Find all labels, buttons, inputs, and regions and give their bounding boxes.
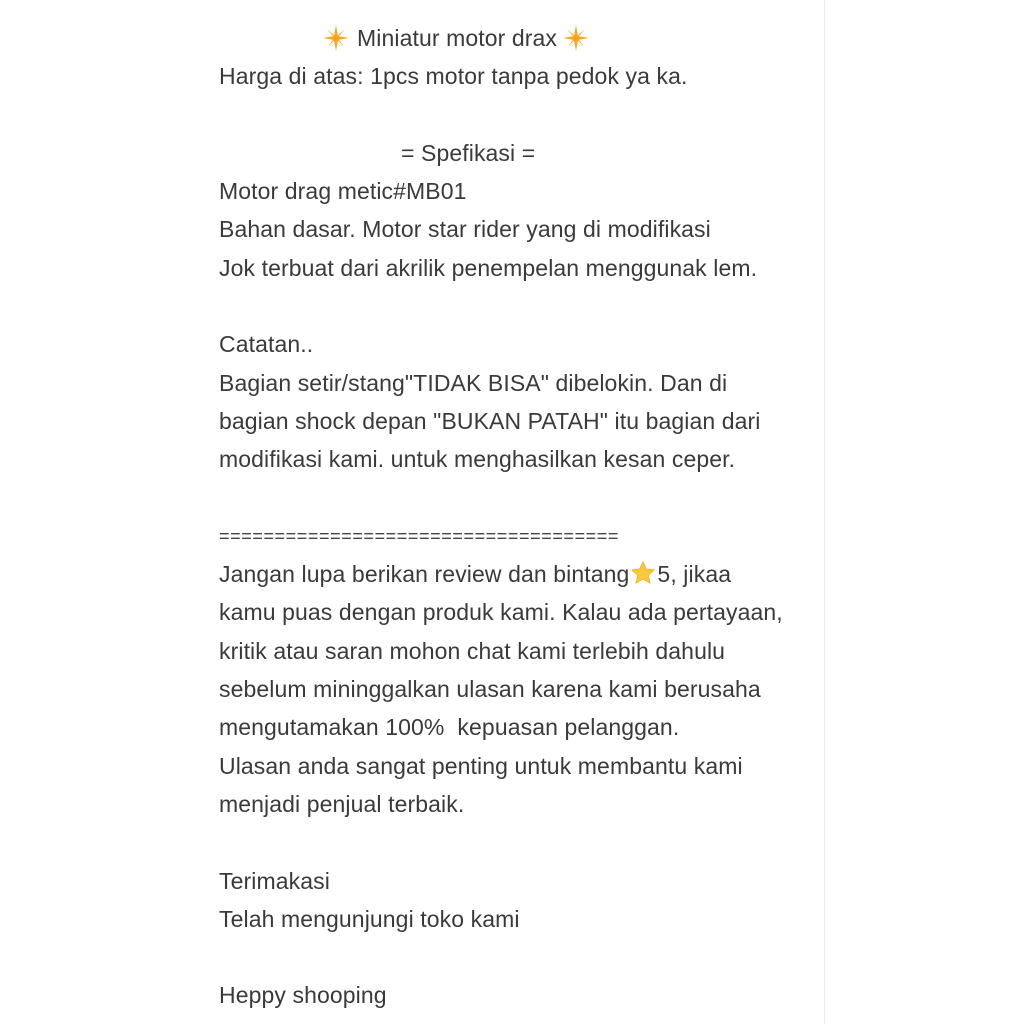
review-text-before-star: Jangan lupa berikan review dan bintang xyxy=(219,561,630,588)
review-line: kamu puas dengan produk kami. Kalau ada pertayaan, xyxy=(219,599,783,626)
visit-line: Telah mengunjungi toko kami xyxy=(219,905,520,932)
divider: ==================================== xyxy=(219,525,620,546)
spec-heading: = Spefikasi = xyxy=(401,139,536,166)
notes-line: modifikasi kami. untuk menghasilkan kesan ceper. xyxy=(219,446,736,473)
sparkle-icon xyxy=(323,25,349,51)
thanks-line: Terimakasi xyxy=(219,867,330,894)
review-line: Ulasan anda sangat penting untuk membantu kami xyxy=(219,752,743,779)
blank-line xyxy=(219,938,819,976)
blank-line xyxy=(219,823,819,861)
review-line: menjadi penjual terbaik. xyxy=(219,790,465,817)
review-line: sebelum mininggalkan ulasan karena kami berusaha xyxy=(219,676,761,703)
spec-line: Motor drag metic#MB01 xyxy=(219,178,467,205)
blank-line xyxy=(219,479,819,517)
notes-heading: Catatan.. xyxy=(219,331,314,358)
blank-line xyxy=(219,287,819,325)
review-text-after-star: 5, jikaa xyxy=(657,561,732,588)
description-text xyxy=(219,19,819,1015)
sparkle-icon xyxy=(563,25,589,51)
notes-line: bagian shock depan "BUKAN PATAH" itu bagian dari xyxy=(219,407,761,434)
review-line: kritik atau saran mohon chat kami terlebih dahulu xyxy=(219,637,726,664)
product-title: Miniatur motor drax xyxy=(357,25,558,51)
title-line xyxy=(219,19,819,57)
right-gutter xyxy=(824,0,1024,1024)
star-icon xyxy=(630,560,656,586)
spec-line: Bahan dasar. Motor star rider yang di modifikasi xyxy=(219,216,711,243)
price-note: Harga di atas: 1pcs motor tanpa pedok ya ka. xyxy=(219,63,688,90)
spec-line: Jok terbuat dari akrilik penempelan menggunak lem. xyxy=(219,254,758,281)
notes-line: Bagian setir/stang"TIDAK BISA" dibelokin. Dan di xyxy=(219,369,728,396)
review-line: mengutamakan 100% kepuasan pelanggan. xyxy=(219,714,680,741)
blank-line xyxy=(219,96,819,134)
closing-line: Heppy shooping xyxy=(219,982,387,1009)
review-line xyxy=(219,555,819,593)
